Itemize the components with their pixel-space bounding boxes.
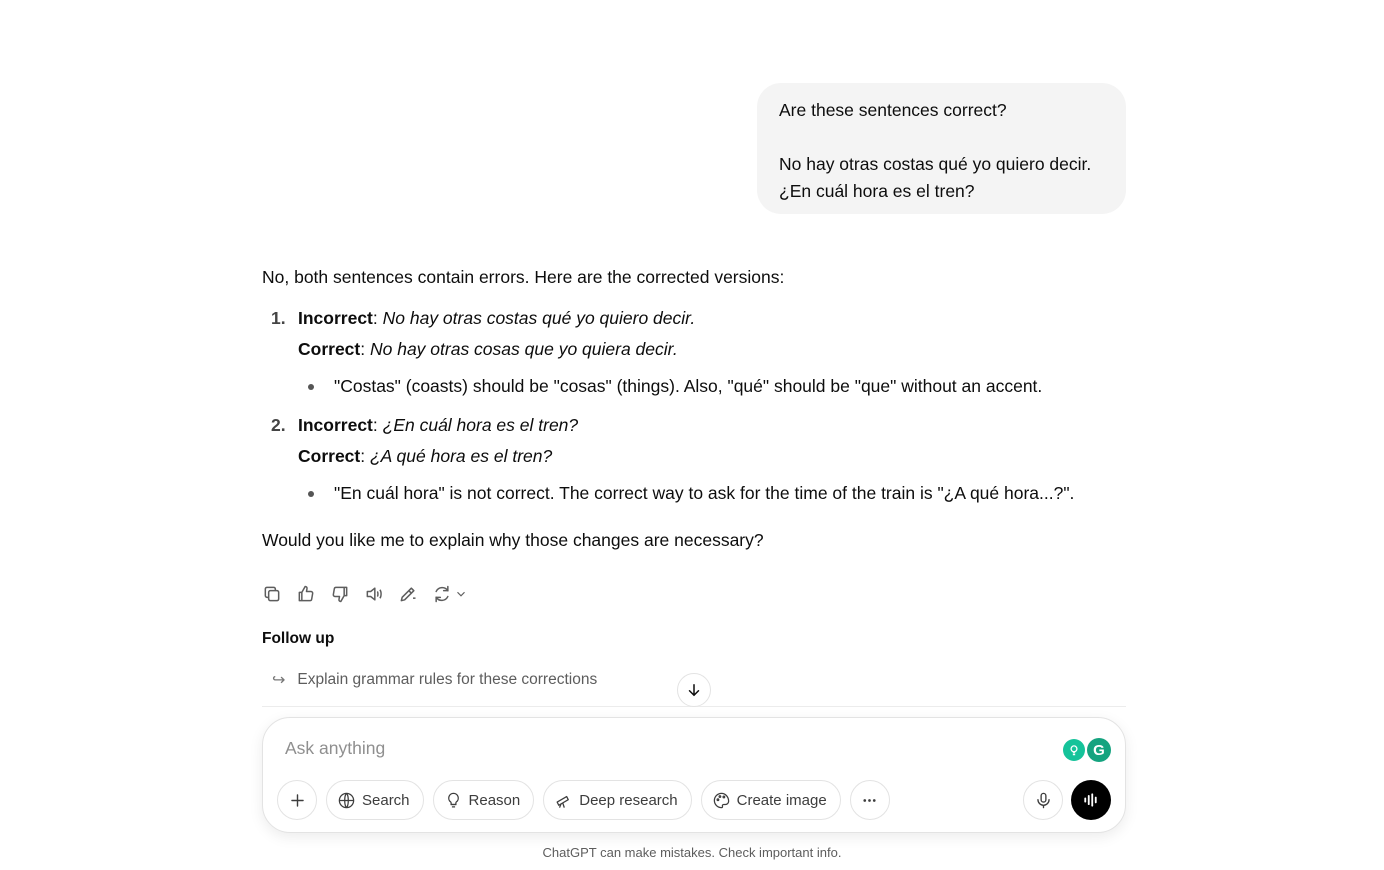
incorrect-text: No hay otras costas qué yo quiero decir. [382, 308, 696, 328]
item-number: 1. [271, 308, 286, 328]
read-aloud-icon[interactable] [364, 582, 398, 606]
item-number: 2. [271, 415, 286, 435]
correction-item: 2. Incorrect: ¿En cuál hora es el tren? Correct: ¿A qué hora es el tren? "En cuál hora" is not correct. The correct way to ask for the time of the train is "¿A qué hora...?". [262, 412, 1126, 507]
lightbulb-icon [444, 791, 463, 810]
user-message-line: Are these sentences correct? [779, 100, 1007, 120]
user-message-bubble [757, 83, 1126, 214]
corrections-list [262, 305, 1126, 507]
message-input[interactable]: Ask anything [285, 738, 386, 758]
assistant-closing: Would you like me to explain why those changes are necessary? [262, 530, 764, 550]
search-button[interactable] [326, 780, 424, 820]
correct-text: No hay otras cosas que yo quiera decir. [369, 339, 678, 359]
arrow-down-icon [685, 681, 703, 699]
add-attachment-button[interactable] [277, 780, 317, 820]
microphone-icon [1034, 791, 1053, 810]
assistant-message [262, 264, 1126, 554]
deep-research-button[interactable] [543, 780, 691, 820]
thumbs-down-icon[interactable] [330, 582, 364, 606]
composer-toolbar [277, 780, 890, 820]
message-actions [262, 582, 472, 606]
voice-waveform-icon [1081, 790, 1101, 810]
grammarly-widget[interactable] [1063, 736, 1111, 764]
correct-label: Correct [298, 339, 361, 359]
regenerate-icon[interactable] [432, 582, 472, 606]
chevron-down-icon [454, 587, 468, 601]
reply-arrow-icon: ↪ [272, 672, 286, 689]
palette-icon [712, 791, 731, 810]
search-button-label: Search [362, 791, 410, 809]
voice-mode-button[interactable] [1071, 780, 1111, 820]
reason-button-label: Reason [468, 791, 521, 809]
create-image-button[interactable] [701, 780, 841, 820]
correction-item: 1. Incorrect: No hay otras costas qué yo quiero decir. Correct: No hay otras cosas que yo quiera decir. "Costas" (coasts) should be "cosas" (things). Also, "qué" should be "que" without an accent. [262, 305, 1126, 400]
globe-icon [337, 791, 356, 810]
reason-button[interactable] [433, 780, 535, 820]
correction-note: "En cuál hora" is not correct. The correct way to ask for the time of the train is "¿A qué hora...?". [298, 480, 1126, 507]
copy-icon[interactable] [262, 582, 296, 606]
correct-text: ¿A qué hora es el tren? [369, 446, 553, 466]
correct-label: Correct [298, 446, 361, 466]
correction-note: "Costas" (coasts) should be "cosas" (things). Also, "qué" should be "que" without an accent. [298, 373, 1126, 400]
more-horizontal-icon [860, 791, 879, 810]
scroll-down-button[interactable] [677, 673, 711, 707]
assistant-intro: No, both sentences contain errors. Here are the corrected versions: [262, 267, 785, 287]
grammarly-icon[interactable]: G [1087, 738, 1111, 762]
lightbulb-icon[interactable] [1063, 739, 1085, 761]
telescope-icon [554, 791, 573, 810]
message-composer [262, 717, 1126, 833]
dictate-button[interactable] [1023, 780, 1063, 820]
create-image-button-label: Create image [736, 791, 827, 809]
followup-suggestion[interactable] [272, 670, 597, 690]
incorrect-label: Incorrect [298, 308, 373, 328]
user-message-line: ¿En cuál hora es el tren? [779, 181, 975, 201]
more-tools-button[interactable] [850, 780, 890, 820]
plus-icon [288, 791, 307, 810]
incorrect-label: Incorrect [298, 415, 373, 435]
edit-icon[interactable] [398, 582, 432, 606]
followup-title: Follow up [262, 630, 335, 647]
thumbs-up-icon[interactable] [296, 582, 330, 606]
followup-suggestion-label: Explain grammar rules for these corrections [297, 671, 598, 688]
disclaimer: ChatGPT can make mistakes. Check important info. [542, 845, 842, 860]
user-message-line: No hay otras costas qué yo quiero decir. [779, 154, 1092, 174]
incorrect-text: ¿En cuál hora es el tren? [382, 415, 579, 435]
deep-research-button-label: Deep research [579, 791, 678, 809]
